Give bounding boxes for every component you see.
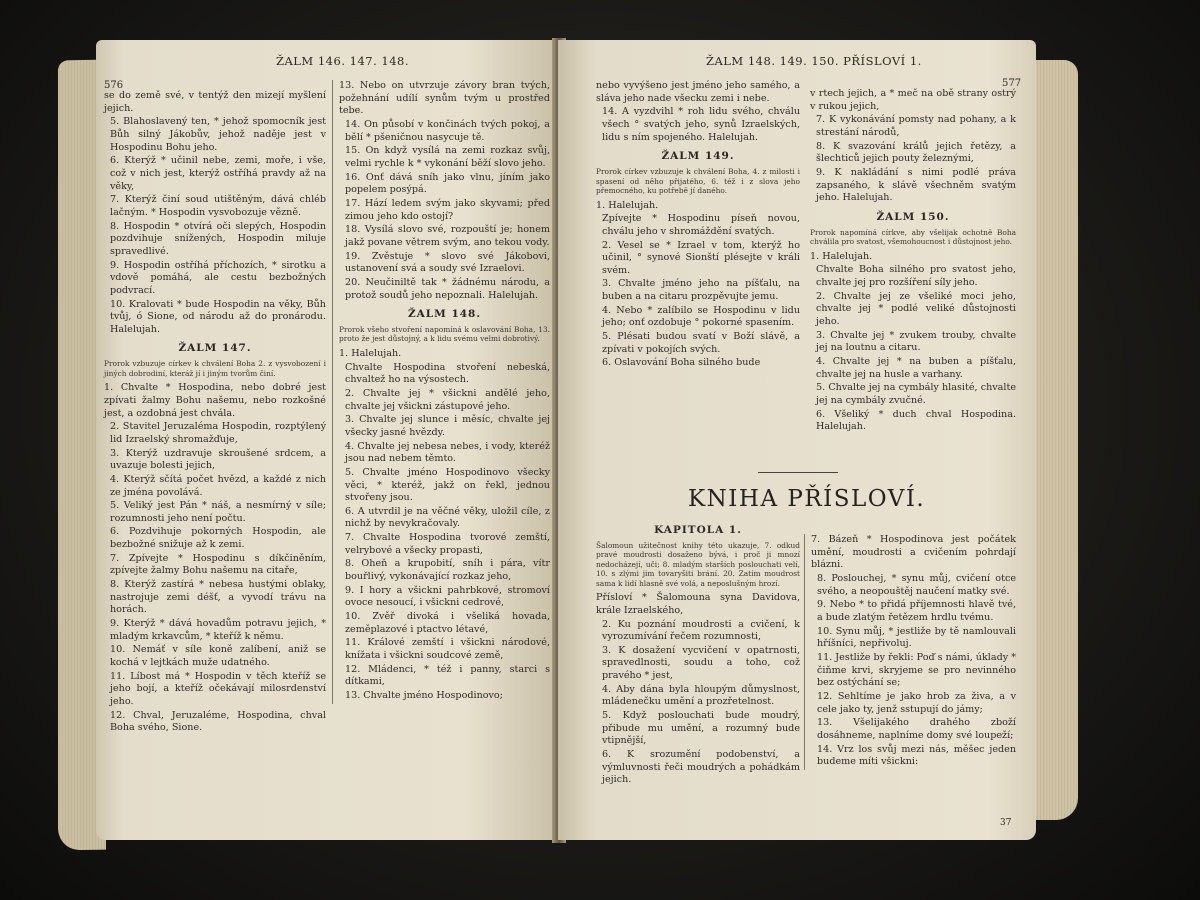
verse: 3. K dosažení vycvičení v opatrnosti, spravedlnosti, soudu a toho, což pravého * jest, (602, 644, 800, 682)
verse: 4. Chvalte jej nebesa nebes, i vody, kteréž jsou nad nebem těmto. (345, 440, 550, 465)
verse: 14. Vrz los svůj mezi nás, měšec jeden budeme míti všickni: (817, 743, 1016, 768)
verse: 14. A vyzdvihl * roh lidu svého, chválu všech ° svatých jeho, synů Izraelských, lidu s ním spojeného. Halelujah. (602, 106, 800, 143)
section-rule (758, 472, 838, 473)
right-page (558, 40, 1036, 840)
verse: 4. Kterýž sčítá počet hvězd, a každé z nich ze jména povolává. (110, 473, 326, 498)
verse: 7. Kterýž činí soud utištěným, dává chléb lačným. * Hospodin vysvobozuje vězně. (110, 194, 326, 218)
running-head-right: ŽALM 148. 149. 150. PŘÍSLOVÍ 1. (706, 54, 922, 68)
psalm-149-verses-cont (810, 88, 1016, 205)
signature-mark: 37 (1000, 818, 1012, 828)
psalm-149-verses (596, 200, 800, 371)
verse: nebo vyvýšeno jest jméno jeho samého, a sláva jeho nade všecku zemi i nebe. (596, 80, 800, 104)
verse: 12. Chval, Jeruzaléme, Hospodina, chval Boha svého, Sione. (110, 709, 326, 734)
psalm-148-summary: Prorok všeho stvoření napomíná k oslavování Boha, 13. proto že jest důstojný, a k lidu svému velmi dobrotivý. (339, 325, 550, 344)
verse: 9. K nakládání s nimi podlé práva zapsaného, k slávě všechněm svatým jeho. Halelujah. (816, 166, 1016, 204)
verse: 8. Poslouchej, * synu můj, cvičení otce svého, a neopouštěj naučení matky své. (817, 572, 1016, 597)
verse: 7. K vykonávání pomsty nad pohany, a k strestání národů, (816, 114, 1016, 138)
verse: 7. Bázeň * Hospodinova jest počátek umění, moudrosti a cvičením pohrdají blázni. (811, 534, 1016, 571)
verse: 8. Oheň a krupobití, sníh i pára, vítr bouřlivý, vykonávající rozkaz jeho, (345, 558, 550, 583)
psalm-146-verses (104, 90, 326, 336)
verse: 15. On když vysílá na zemi rozkaz svůj, velmi rychle k * vykonání běží slovo jeho. (345, 145, 550, 169)
psalm-147-heading: ŽALM 147. (178, 342, 252, 355)
left-page-column-1 (104, 90, 326, 736)
verse: 12. Mládenci, * též i panny, starci s dítkami, (345, 663, 550, 688)
verse: 5. Blahoslavený ten, * jehož spomocník jest Bůh silný Jákobův, jehož naděje jest v Hospodinu Bohu jeho. (110, 116, 326, 153)
verse: 3. Chvalte jej slunce i měsíc, chvalte jej všecky jasné hvězdy. (345, 414, 550, 438)
psalm-149-summary: Prorok církev vzbuzuje k chválení Boha, 4. z milosti i spasení od něho přijatého, 6. též i z slova jeho přemocného, ku potřebě jí daného. (596, 167, 800, 196)
verse: 2. Vesel se * Izrael v tom, kterýž ho učinil, ° synové Sionští plésejte v králi svém. (602, 239, 800, 276)
verse: 10. Kralovati * bude Hospodin na věky, Bůh tvůj, ó Sione, od národu až do pronárodu. Halelujah. (110, 298, 326, 335)
page-number-left: 576 (104, 80, 124, 91)
verse: 10. Nemáť v síle koně zalíbení, aniž se kochá v lejtkách muže udatného. (110, 644, 326, 669)
verse: 9. Nebo * to přidá příjemnosti hlavě tvé, a bude zlatým řetězem hrdlu tvému. (817, 599, 1016, 623)
verse: 11. Líbost má * Hospodin v těch kteříž se jeho bojí, a kteříž očekávají milosrdenství jeho. (110, 670, 326, 708)
psalm-147-verses-cont (339, 80, 550, 302)
verse: 11. Králové zemští i všickni národové, knížata i všickni soudcové země, (345, 637, 550, 662)
psalm-150-summary: Prorok napomíná církve, aby všelijak ochotně Boha chválila pro svatost, všemohoucnost i důstojnost jeho. (810, 227, 1016, 247)
proverbs-column-1 (596, 524, 800, 788)
verse: 6. Oslavování Boha silného bude (602, 357, 761, 369)
verse: se do země své, v tentýž den mizejí myšlení jejich. (104, 90, 326, 114)
verse: 18. Vysílá slovo své, rozpouští je; honem jakž povane větrem svým, ano tekou vody. (345, 224, 550, 248)
open-book (58, 30, 1078, 860)
book-title: KNIHA PŘÍSLOVÍ. (688, 486, 926, 512)
proverbs-verses-1 (596, 592, 800, 787)
psalm-149-heading: ŽALM 149. (661, 150, 735, 163)
verse: 1. Halelujah. (339, 347, 402, 359)
verse: 12. Sehltíme je jako hrob za živa, a v cele jako ty, jenž sstupují do jámy; (817, 690, 1016, 715)
verse: 2. Chvalte jej * všickni andělé jeho, chvalte jej všickni zástupové jeho. (345, 387, 550, 412)
verse: 5. Veliký jest Pán * náš, a nesmírný v síle; rozumnosti jeho není počtu. (110, 500, 326, 524)
verse: 13. Nebo on utvrzuje závory bran tvých, požehnání udílí synům tvým u prostřed tebe. (339, 80, 550, 117)
page-number-right: 577 (1002, 78, 1022, 89)
verse: 6. Kterýž * učinil nebe, zemi, moře, i vše, což v nich jest, kterýž ostříhá pravdy až na věky, (110, 155, 326, 192)
verse: 3. Kterýž uzdravuje skroušené srdcem, a uvazuje bolesti jejich, (110, 447, 326, 472)
verse: 10. Zvěř divoká i všeliká hovada, zeměplazové i ptactvo létavé, (345, 611, 550, 635)
verse: 11. Jestliže by řekli: Poď s námi, úklady * čiňme krvi, skryjeme se pro nevinného bez ostýchání se; (817, 651, 1016, 689)
verse: 2. Chvalte jej ze všeliké moci jeho, chvalte jej * podlé veliké důstojnosti jeho. (816, 290, 1016, 327)
running-head-left: ŽALM 146. 147. 148. (276, 54, 409, 68)
verse: 9. Kterýž * dává hovadům potravu jejich, * mladým krkavcům, * kteříž k němu. (110, 618, 326, 642)
verse: 5. Chvalte jméno Hospodinovo všecky věci, * kteréž, jakž on řekl, jednou stvořeny jsou. (345, 466, 550, 504)
psalm-148-verses (339, 348, 550, 703)
chapter-summary: Šalomoun užitečnost knihy této ukazuje, 7. odkud pravé moudrosti dosaženo bývá, i proč ji mnozí nedocházejí, uči; 8. mladým starších poslouchati velí, 10. s zlými jim tovaryšiti brání. 20. Zatím moudrost sama k lidí hlasně své volá, a neposlušným hrozí. (596, 540, 800, 588)
verse: 8. K svazování králů jejich řetězy, a šlechticů jejich pouty železnými, (816, 140, 1016, 165)
psalm-148-verses-cont (596, 80, 800, 144)
verse: 8. Kterýž zastírá * nebesa hustými oblaky, nastrojuje zemi déšť, a vyvodí trávu na horách. (110, 579, 326, 616)
verse: 14. On působí v končinách tvých pokoj, a bělí * pšeničnou nasycuje tě. (345, 118, 550, 143)
verse: v rtech jejich, a * meč na obě strany ostrý v rukou jejich, (810, 88, 1016, 112)
verse: 20. Neučiniltě tak * žádnému národu, a protož soudů jeho nepoznali. Halelujah. (345, 276, 550, 301)
verse: 3. Chvalte jej * zvukem trouby, chvalte jej na loutnu a citaru. (816, 329, 1016, 354)
verse: 6. K srozumění podobenství, a výmluvnosti řeči moudrých a pohádkám jejich. (602, 749, 800, 786)
verse: 1. Halelujah. (810, 250, 873, 262)
psalm-147-verses (104, 382, 326, 735)
verse: Chvalte Boha silného pro svatost jeho, chvalte jej pro rozšíření síly jeho. (816, 264, 1016, 289)
proverbs-verses-2 (811, 534, 1016, 769)
psalm-148-heading: ŽALM 148. (407, 308, 482, 321)
verse: Chvalte Hospodina stvoření nebeská, chvaltež ho na výsostech. (345, 361, 550, 386)
verse: 7. Zpívejte * Hospodinu s díkčiněním, zpívejte žalmy Bohu našemu na citaře, (110, 552, 326, 577)
verse: 13. Všelijakého drahého zboží dosáhneme, naplníme domy své loupeží; (817, 717, 1016, 741)
verse: 1. Chvalte * Hospodina, nebo dobré jest zpívati žalmy Bohu našemu, nebo rozkošné jest, a ozdobná jest chvála. (104, 382, 326, 419)
verse: 19. Zvěstuje * slovo své Jákobovi, ustanovení svá a soudy své Izraelovi. (345, 250, 550, 275)
page-edges-right (1036, 60, 1078, 820)
left-page (96, 40, 558, 840)
verse: 5. Když poslouchati bude moudrý, přibude mu umění, a rozumný bude vtipnější, (602, 710, 800, 747)
verse: 6. Pozdvihuje pokorných Hospodin, ale bezbožné snižuje až k zemi. (110, 526, 326, 551)
verse: 9. I hory a všickni pahrbkové, stromoví ovoce nesoucí, i všickni cedrové, (345, 584, 550, 609)
verse: 16. Onť dává sníh jako vlnu, jíním jako popelem posýpá. (345, 171, 550, 196)
psalm-150-heading: ŽALM 150. (876, 210, 950, 223)
verse: 10. Synu můj, * jestliže by tě namlouvali hříšníci, nepřivoluj. (817, 625, 1016, 650)
verse: 3. Chvalte jméno jeho na píšťalu, na buben a na citaru prozpěvujte jemu. (602, 278, 800, 303)
left-page-column-2 (332, 80, 550, 704)
verse: 4. Chvalte jej * na buben a píšťalu, chvalte jej na husle a varhany. (816, 355, 1016, 380)
verse: 8. Hospodin * otvírá oči slepých, Hospodin pozdvihuje snížených, Hospodin miluje spravedlivé. (110, 220, 326, 257)
psalm-147-summary: Prorok vzbuzuje církev k chválení Boha 2. z vysvobození i jiných dobrodiní, kteráž jí i jiným tvorům činí. (104, 359, 326, 378)
verse: 17. Hází ledem svým jako skyvami; před zimou jeho kdo ostojí? (345, 197, 550, 222)
verse: 13. Chvalte jméno Hospodinovo; (345, 690, 503, 702)
verse: 6. Všeliký * duch chval Hospodina. Halelujah. (816, 408, 1016, 433)
verse: 2. Ku poznání moudrosti a cvičení, k vyrozumívání řečem rozumnosti, (602, 618, 800, 643)
verse: 6. A utvrdil je na věčné věky, uložil cíle, z nichž by nevykračovaly. (345, 505, 550, 530)
verse: 4. Aby dána byla hloupým důmyslnost, mládenečku umění a prozřetelnost. (602, 683, 800, 708)
verse: 2. Stavitel Jeruzaléma Hospodin, rozptýlený lid Izraelský shromažďuje, (110, 421, 326, 445)
verse: 5. Plésati budou svatí v Boží slávě, a zpívati v pokojích svých. (602, 331, 800, 355)
proverbs-column-2 (804, 534, 1016, 770)
verse: Přísloví * Šalomouna syna Davidova, krále Izraelského, (596, 592, 800, 616)
verse: 4. Nebo * zalíbilo se Hospodinu v lidu jeho; onť ozdobuje ° pokorné spasením. (602, 304, 800, 329)
verse: 7. Chvalte Hospodina tvorové zemští, velrybové a všecky propasti, (345, 532, 550, 556)
psalm-150-verses (810, 251, 1016, 434)
right-page-column-2 (804, 88, 1016, 435)
verse: 1. Halelujah. (596, 199, 659, 211)
chapter-heading: KAPITOLA 1. (654, 524, 742, 536)
right-page-column-1 (596, 80, 800, 371)
verse: Zpívejte * Hospodinu píseň novou, chválu jeho v shromáždění svatých. (602, 213, 800, 237)
verse: 5. Chvalte jej na cymbály hlasité, chvalte jej na cymbály zvučné. (816, 382, 1016, 406)
verse: 9. Hospodin ostříhá příchozích, * sirotku a vdově pomáhá, ale cestu bezbožných podvrací. (110, 259, 326, 296)
